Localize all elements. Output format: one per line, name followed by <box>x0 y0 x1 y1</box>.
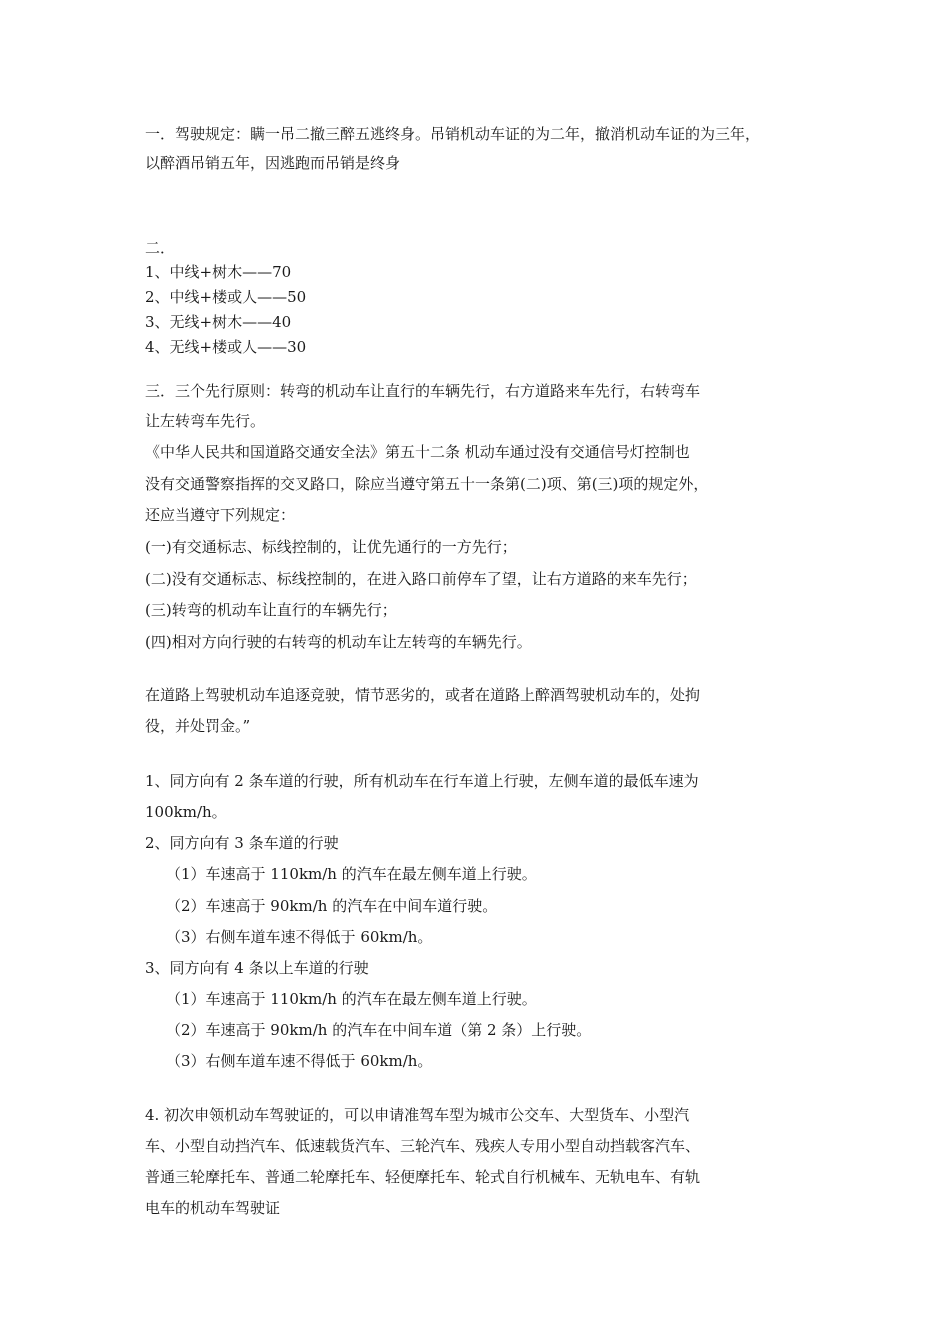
rule-item: (四)相对方向行驶的右转弯的机动车让左转弯的车辆先行。 <box>145 633 532 651</box>
lane-rule-2-sub: （3）右侧车道车速不得低于 60km/h。 <box>166 928 433 946</box>
section1-line1: 一．驾驶规定：瞒一吊二撤三醉五逃终身。吊销机动车证的为二年，撤消机动车证的为三年， <box>145 125 761 143</box>
lane-rule-2-sub: （2）车速高于 90km/h 的汽车在中间车道行驶。 <box>166 897 498 915</box>
lane-rule-3-sub: （3）右侧车道车速不得低于 60km/h。 <box>166 1052 433 1070</box>
section4-line: 4. 初次申领机动车驾驶证的，可以申请准驾车型为城市公交车、大型货车、小型汽 <box>145 1106 690 1124</box>
lane-rule-1-cont: 100km/h。 <box>145 803 227 821</box>
section2-item: 2、中线+楼或人——50 <box>145 288 307 306</box>
section2-item: 1、中线+树木——70 <box>145 263 292 281</box>
rule-item: (二)没有交通标志、标线控制的，在进入路口前停车了望，让右方道路的来车先行； <box>145 570 697 588</box>
section2-item: 4、无线+楼或人——30 <box>145 338 307 356</box>
rule-item: (三)转弯的机动车让直行的车辆先行； <box>145 601 397 619</box>
law-text-line: 《中华人民共和国道路交通安全法》第五十二条 机动车通过没有交通信号灯控制也 <box>145 443 690 461</box>
lane-rule-2: 2、同方向有 3 条车道的行驶 <box>145 834 339 852</box>
rule-item: (一)有交通标志、标线控制的，让优先通行的一方先行； <box>145 538 517 556</box>
section2-item: 3、无线+树木——40 <box>145 313 292 331</box>
lane-rule-3-sub: （1）车速高于 110km/h 的汽车在最左侧车道上行驶。 <box>166 990 537 1008</box>
lane-rule-2-sub: （1）车速高于 110km/h 的汽车在最左侧车道上行驶。 <box>166 865 537 883</box>
law-text-line: 还应当遵守下列规定： <box>145 506 296 524</box>
section4-line: 普通三轮摩托车、普通二轮摩托车、轻便摩托车、轮式自行机械车、无轨电车、有轨 <box>145 1168 701 1186</box>
section3-line1: 三．三个先行原则：转弯的机动车让直行的车辆先行，右方道路来车先行，右转弯车 <box>145 382 701 400</box>
racing-line2: 役，并处罚金。” <box>145 717 251 735</box>
section4-line: 电车的机动车驾驶证 <box>145 1199 281 1217</box>
lane-rule-3: 3、同方向有 4 条以上车道的行驶 <box>145 959 369 977</box>
racing-line1: 在道路上驾驶机动车追逐竞驶，情节恶劣的，或者在道路上醉酒驾驶机动车的，处拘 <box>145 686 701 704</box>
lane-rule-1: 1、同方向有 2 条车道的行驶，所有机动车在行车道上行驶，左侧车道的最低车速为 <box>145 772 699 790</box>
lane-rule-3-sub: （2）车速高于 90km/h 的汽车在中间车道（第 2 条）上行驶。 <box>166 1021 592 1039</box>
section2-heading: 二． <box>145 239 176 257</box>
section4-line: 车、小型自动挡汽车、低速载货汽车、三轮汽车、残疾人专用小型自动挡载客汽车、 <box>145 1137 701 1155</box>
section3-line2: 让左转弯车先行。 <box>145 412 266 430</box>
section1-line2: 以醉酒吊销五年，因逃跑而吊销是终身 <box>145 154 401 172</box>
law-text-line: 没有交通警察指挥的交叉路口，除应当遵守第五十一条第(二)项、第(三)项的规定外， <box>145 475 709 493</box>
